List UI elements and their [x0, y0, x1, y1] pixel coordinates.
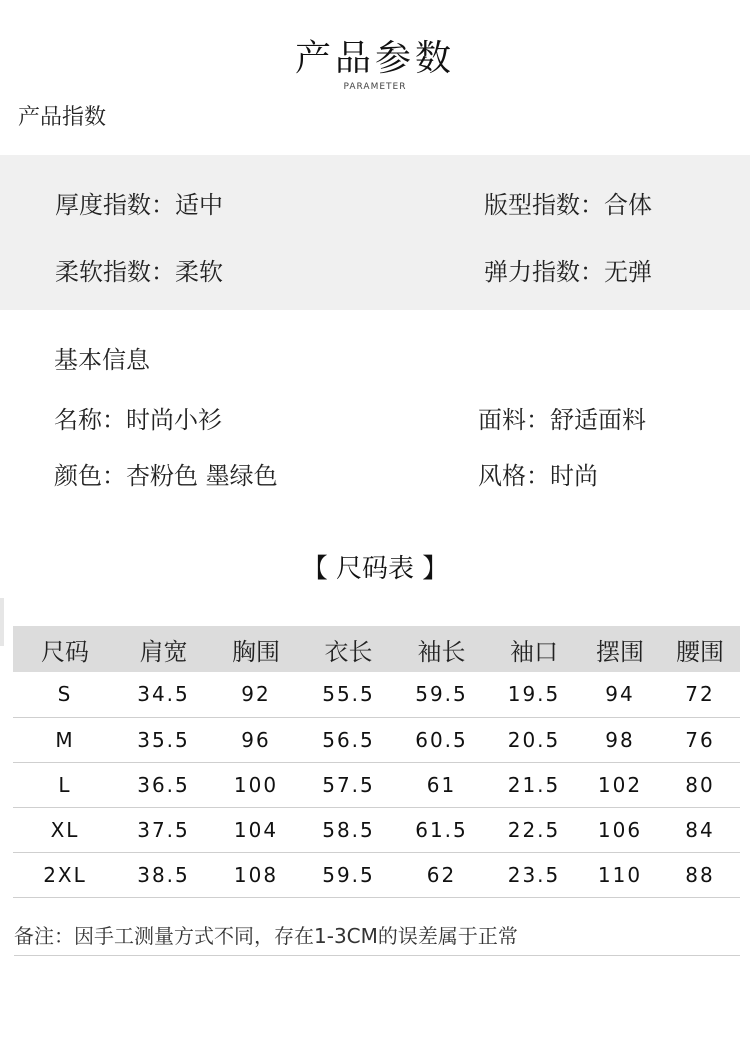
table-cell: L: [58, 772, 72, 797]
column-header: 腰围: [676, 637, 724, 666]
table-cell: 102: [597, 772, 643, 797]
table-cell: 62: [426, 862, 457, 887]
table-cell: 106: [597, 817, 643, 842]
index-fit: 版型指数：合体: [484, 191, 652, 219]
table-cell: 61: [426, 772, 457, 797]
table-cell: 37.5: [137, 817, 190, 842]
table-row: [13, 762, 740, 807]
table-cell: 76: [685, 727, 715, 752]
left-edge-mark: [0, 598, 4, 646]
index-softness: 柔软指数：柔软: [55, 258, 223, 286]
table-cell: 2XL: [43, 862, 87, 887]
table-cell: 19.5: [507, 682, 561, 707]
column-header: 摆围: [596, 637, 644, 666]
table-cell: 36.5: [137, 772, 190, 797]
column-header: 衣长: [324, 637, 373, 666]
table-cell: 22.5: [507, 817, 561, 842]
table-cell: 35.5: [137, 727, 190, 752]
table-cell: 94: [605, 682, 635, 707]
basic-style: 风格：时尚: [478, 462, 598, 490]
table-row: [13, 852, 740, 897]
table-cell: 104: [233, 817, 279, 842]
table-cell: S: [57, 682, 73, 707]
column-header: 袖长: [417, 637, 466, 666]
table-row: [13, 672, 740, 717]
table-cell: 60.5: [415, 727, 468, 752]
basic-info-heading: 基本信息: [54, 346, 150, 374]
table-cell: 34.5: [137, 682, 190, 707]
table-cell: 100: [233, 772, 279, 797]
column-header: 尺码: [41, 637, 89, 666]
table-cell: 23.5: [507, 862, 561, 887]
column-header: 肩宽: [139, 637, 188, 666]
table-row: [13, 717, 740, 762]
table-cell: 59.5: [322, 862, 375, 887]
basic-name: 名称：时尚小衫: [54, 406, 222, 434]
table-cell: 56.5: [322, 727, 375, 752]
table-cell: 21.5: [507, 772, 561, 797]
page-title: 产品参数: [294, 38, 455, 79]
index-band: [0, 155, 750, 310]
table-cell: 72: [685, 682, 715, 707]
size-chart-title: 【 尺码表 】: [301, 554, 449, 584]
table-cell: 38.5: [137, 862, 190, 887]
basic-color: 颜色：杏粉色 墨绿色: [54, 462, 278, 490]
measurement-note: 备注：因手工测量方式不同，存在1-3CM的误差属于正常: [14, 920, 740, 956]
table-cell: 84: [685, 817, 715, 842]
table-cell: 98: [605, 727, 635, 752]
size-table-header: [13, 626, 740, 672]
basic-fabric: 面料：舒适面料: [478, 406, 646, 434]
page-subtitle: PARAMETER: [343, 82, 407, 92]
table-row: [13, 807, 740, 852]
table-cell: 20.5: [507, 727, 561, 752]
table-cell: 57.5: [322, 772, 375, 797]
table-cell: 92: [241, 682, 271, 707]
size-table: [13, 626, 740, 898]
index-elasticity: 弹力指数：无弹: [484, 258, 652, 286]
index-thickness: 厚度指数：适中: [55, 191, 223, 219]
table-cell: XL: [50, 817, 80, 842]
table-cell: 55.5: [322, 682, 375, 707]
table-cell: 110: [597, 862, 643, 887]
table-cell: 80: [685, 772, 715, 797]
table-cell: 61.5: [415, 817, 468, 842]
column-header: 袖口: [510, 637, 558, 666]
index-heading: 产品指数: [18, 105, 107, 130]
table-cell: 108: [233, 862, 279, 887]
table-cell: 58.5: [322, 817, 375, 842]
table-cell: 96: [241, 727, 271, 752]
table-cell: 59.5: [415, 682, 468, 707]
table-cell: 88: [685, 862, 715, 887]
column-header: 胸围: [232, 637, 280, 666]
table-cell: M: [55, 727, 75, 752]
